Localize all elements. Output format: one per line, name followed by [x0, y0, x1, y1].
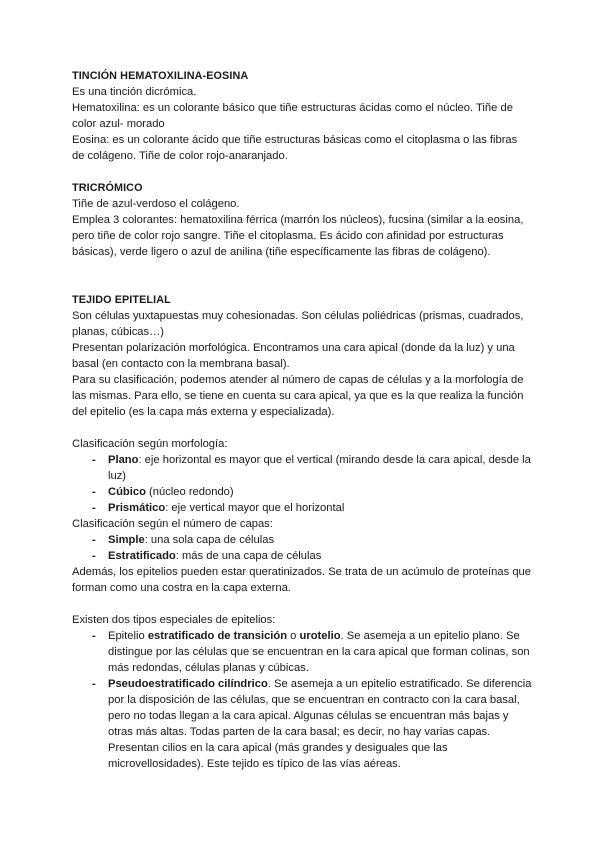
especiales-label: Existen dos tipos especiales de epitelios: — [72, 614, 276, 626]
list-item: - Plano: eje horizontal es mayor que el vertical (mirando desde la cara apical, desde la luz) — [92, 452, 532, 484]
list-item: - Pseudoestratificado cilíndrico. Se asemeja a un epitelio estratificado. Se diferencia por la disposición de las células, que se encuentran en contracto con la cara basal, pero no todas llegan a la cara apical. Algunas células se encuentran más bajas y otras más altas. Todas parten de la cara basal; es decir, no hay varias capas. Presentan cilios en la cara apical (más grandes y desiguales que las microvellosidades). Este tejido es típico de las vías aéreas. — [92, 676, 532, 772]
heading-tricromico: TRICRÓMICO — [72, 182, 143, 194]
heading-hematoxilina: TINCIÓN HEMATOXILINA-EOSINA — [72, 70, 249, 82]
paragraph-queratinizados: Además, los epitelios pueden estar queratinizados. Se trata de un acúmulo de proteínas que forman como una costra en la capa externa. — [72, 566, 531, 594]
list-item: - Estratificado: más de una capa de células — [92, 548, 532, 564]
morfologia-list — [72, 452, 532, 516]
document-page — [72, 68, 532, 772]
section-epitelial — [72, 292, 532, 772]
list-item: - Cúbico (núcleo redondo) — [92, 484, 532, 500]
list-item: - Simple: una sola capa de células — [92, 532, 532, 548]
capas-label: Clasificación según el número de capas: — [72, 518, 273, 530]
heading-epitelial: TEJIDO EPITELIAL — [72, 294, 171, 306]
list-item: - Prismático: eje vertical mayor que el horizontal — [92, 500, 532, 516]
paragraph: Hematoxilina: es un colorante básico que tiñe estructuras ácidas como el núcleo. Tiñe de color azul- morado — [72, 102, 513, 130]
morfologia-label: Clasificación según morfología: — [72, 438, 228, 450]
especiales-list — [72, 628, 532, 772]
paragraph: Presentan polarización morfológica. Encontramos una cara apical (donde da la luz) y una basal (en contacto con la membrana basal). — [72, 342, 515, 370]
paragraph: Para su clasificación, podemos atender al número de capas de células y a la morfología de las mismas. Para ello, se tiene en cuenta su cara apical, ya que es la que realiza la función del epitelio (es la capa más externa y especializada). — [72, 374, 524, 418]
paragraph: Eosina: es un colorante ácido que tiñe estructuras básicas como el citoplasma o las fibras de colágeno. Tiñe de color rojo-anaranjado. — [72, 134, 518, 162]
section-tricromico — [72, 180, 532, 260]
list-item: - Epitelio estratificado de transición o urotelio. Se asemeja a un epitelio plano. Se distingue por las células que se encuentran en la cara apical que forman colinas, son más redondas, células planas y cúbicas. — [92, 628, 532, 676]
paragraph: Es una tinción dicrómica. — [72, 86, 197, 98]
paragraph: Emplea 3 colorantes: hematoxilina férrica (marrón los núcleos), fucsina (similar a la eosina, pero tiñe de color rojo sangre. Tiñe el citoplasma. Es ácido con afinidad por estructuras básicas), verde ligero o azul de anilina (tiñe específicamente las fibras de colágeno). — [72, 214, 524, 258]
paragraph: Son células yuxtapuestas muy cohesionadas. Son células poliédricas (prismas, cuadrados, planas, cúbicas…) — [72, 310, 524, 338]
paragraph: Tiñe de azul-verdoso el colágeno. — [72, 198, 240, 210]
section-hematoxilina — [72, 68, 532, 164]
capas-list — [72, 532, 532, 564]
